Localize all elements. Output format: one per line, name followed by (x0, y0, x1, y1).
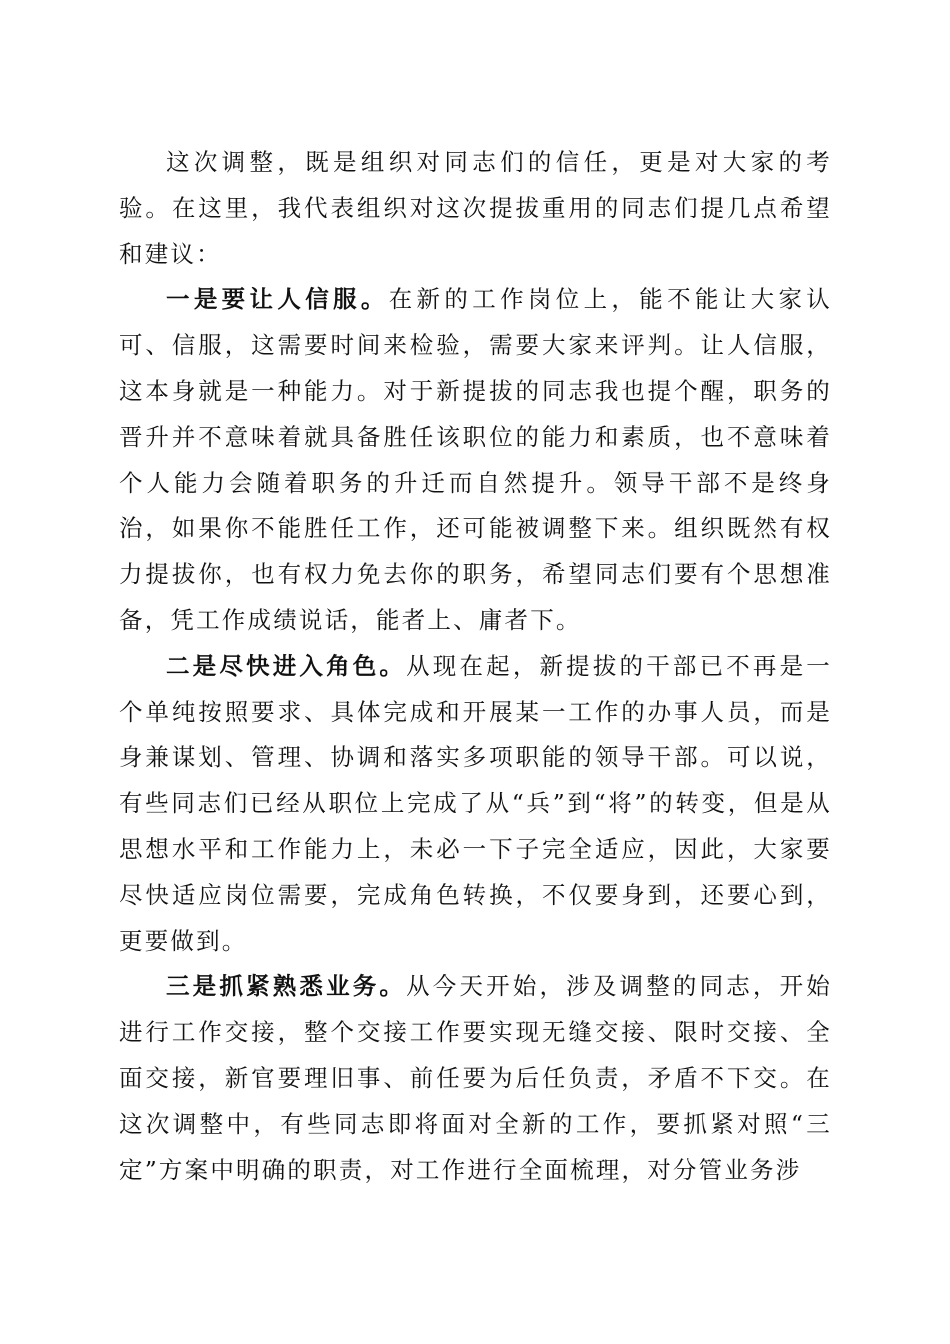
paragraph-point-one (119, 277, 832, 643)
paragraph-heading: 一是要让人信服。 (166, 285, 389, 314)
paragraph-heading: 二是尽快进入角色。 (166, 651, 407, 680)
paragraph-text: 从今天开始，涉及调整的同志，开始进行工作交接，整个交接工作要实现无缝交接、限时交接、全面交接，新官要理旧事、前任要为后任负责，矛盾不下交。在这次调整中，有些同志即将面对全新的工作，要抓紧对照“三定”方案中明确的职责，对工作进行全面梳理，对分管业务涉 (119, 972, 832, 1184)
paragraph-heading: 三是抓紧熟悉业务。 (166, 972, 407, 1001)
paragraph-text: 从现在起，新提拔的干部已不再是一个单纯按照要求、具体完成和开展某一工作的办事人员，而是身兼谋划、管理、协调和落实多项职能的领导干部。可以说，有些同志们已经从职位上完成了从“兵”到“将”的转变，但是从思想水平和工作能力上，未必一下子完全适应，因此，大家要尽快适应岗位需要，完成角色转换，不仅要身到，还要心到，更要做到。 (119, 651, 832, 955)
document-body (119, 140, 832, 1193)
paragraph-text: 这次调整，既是组织对同志们的信任，更是对大家的考验。在这里，我代表组织对这次提拔重用的同志们提几点希望和建议： (119, 148, 832, 268)
paragraph-text: 在新的工作岗位上，能不能让大家认可、信服，这需要时间来检验，需要大家来评判。让人信服，这本身就是一种能力。对于新提拔的同志我也提个醒，职务的晋升并不意味着就具备胜任该职位的能力和素质，也不意味着个人能力会随着职务的升迁而自然提升。领导干部不是终身治，如果你不能胜任工作，还可能被调整下来。组织既然有权力提拔你，也有权力免去你的职务，希望同志们要有个思想准备，凭工作成绩说话，能者上、庸者下。 (119, 285, 832, 634)
paragraph-intro (119, 140, 832, 277)
paragraph-point-three (119, 964, 832, 1193)
paragraph-point-two (119, 644, 832, 965)
